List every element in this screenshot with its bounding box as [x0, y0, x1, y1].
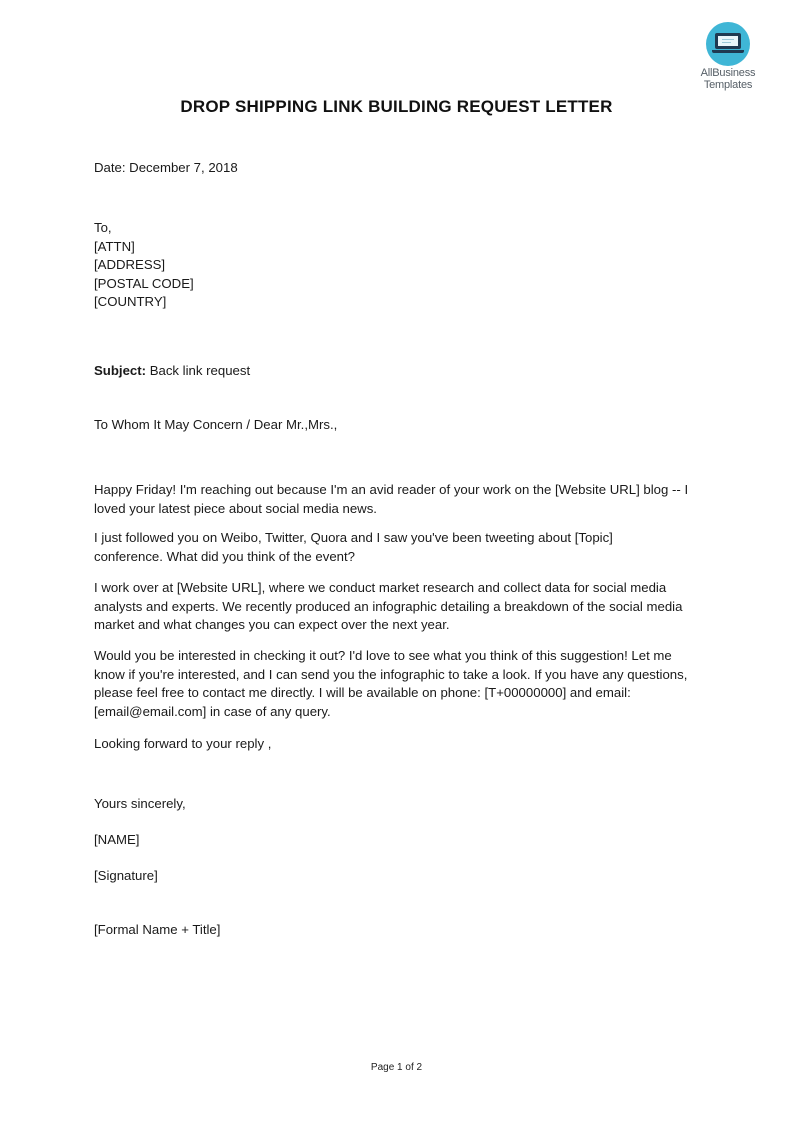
subject-line: [94, 362, 704, 381]
paragraph-line: analysts and experts. We recently produced an infographic detailing a breakdown of the social media: [94, 598, 683, 614]
closing-line: Looking forward to your reply ,: [94, 736, 272, 751]
paragraph-2: [94, 529, 704, 566]
formal-name-title: [Formal Name + Title]: [94, 922, 221, 937]
address-country: [COUNTRY]: [94, 294, 167, 309]
subject-text: Back link request: [146, 363, 251, 378]
paragraph-line: loved your latest piece about social media news.: [94, 500, 377, 516]
subject-label: Subject:: [94, 363, 147, 378]
recipient-address-block: [94, 219, 704, 312]
sign-off: Yours sincerely,: [94, 796, 186, 811]
salutation: To Whom It May Concern / Dear Mr.,Mrs.,: [94, 417, 338, 432]
paragraph-line: Would you be interested in checking it out? I'd love to see what you think of this suggestion! Let me: [94, 648, 672, 663]
sender-name: [NAME]: [94, 832, 140, 847]
paragraph-line: conference. What did you think of the event?: [94, 548, 355, 564]
paragraph-3: [94, 579, 704, 635]
paragraph-line: please feel free to contact me directly. I will be available on phone: [T+00000000] and email:: [94, 685, 631, 700]
signature-placeholder: [Signature]: [94, 868, 158, 883]
paragraph-line: know if you're interested, and I can send you the infographic to take a look. If you have any questions,: [94, 666, 688, 682]
paragraph-line: market and what changes you can expect over the next year.: [94, 617, 450, 632]
paragraph-line: I just followed you on Weibo, Twitter, Quora and I saw you've been tweeting about [Topic]: [94, 530, 613, 545]
address-postal-code: [POSTAL CODE]: [94, 275, 194, 291]
paragraph-line: Happy Friday! I'm reaching out because I'm an avid reader of your work on the [Website URL] blog -- I: [94, 482, 689, 497]
address-street: [ADDRESS]: [94, 257, 166, 272]
address-to: To,: [94, 220, 112, 235]
paragraph-line: [email@email.com] in case of any query.: [94, 703, 331, 719]
paragraph-1: [94, 481, 704, 518]
logo-text-line2: Templates: [703, 79, 753, 91]
paragraph-line: I work over at [Website URL], where we conduct market research and collect data for social media: [94, 580, 667, 595]
laptop-icon: [706, 22, 750, 66]
allbusiness-templates-logo: [692, 22, 764, 91]
address-attn: [ATTN]: [94, 238, 135, 254]
date-line: Date: December 7, 2018: [94, 160, 238, 175]
page-number: Page 1 of 2: [370, 1062, 423, 1073]
paragraph-4: [94, 647, 704, 721]
logo-text-line1: AllBusiness: [700, 67, 756, 79]
logo-text: [692, 67, 764, 91]
document-title: DROP SHIPPING LINK BUILDING REQUEST LETTER: [180, 97, 613, 116]
